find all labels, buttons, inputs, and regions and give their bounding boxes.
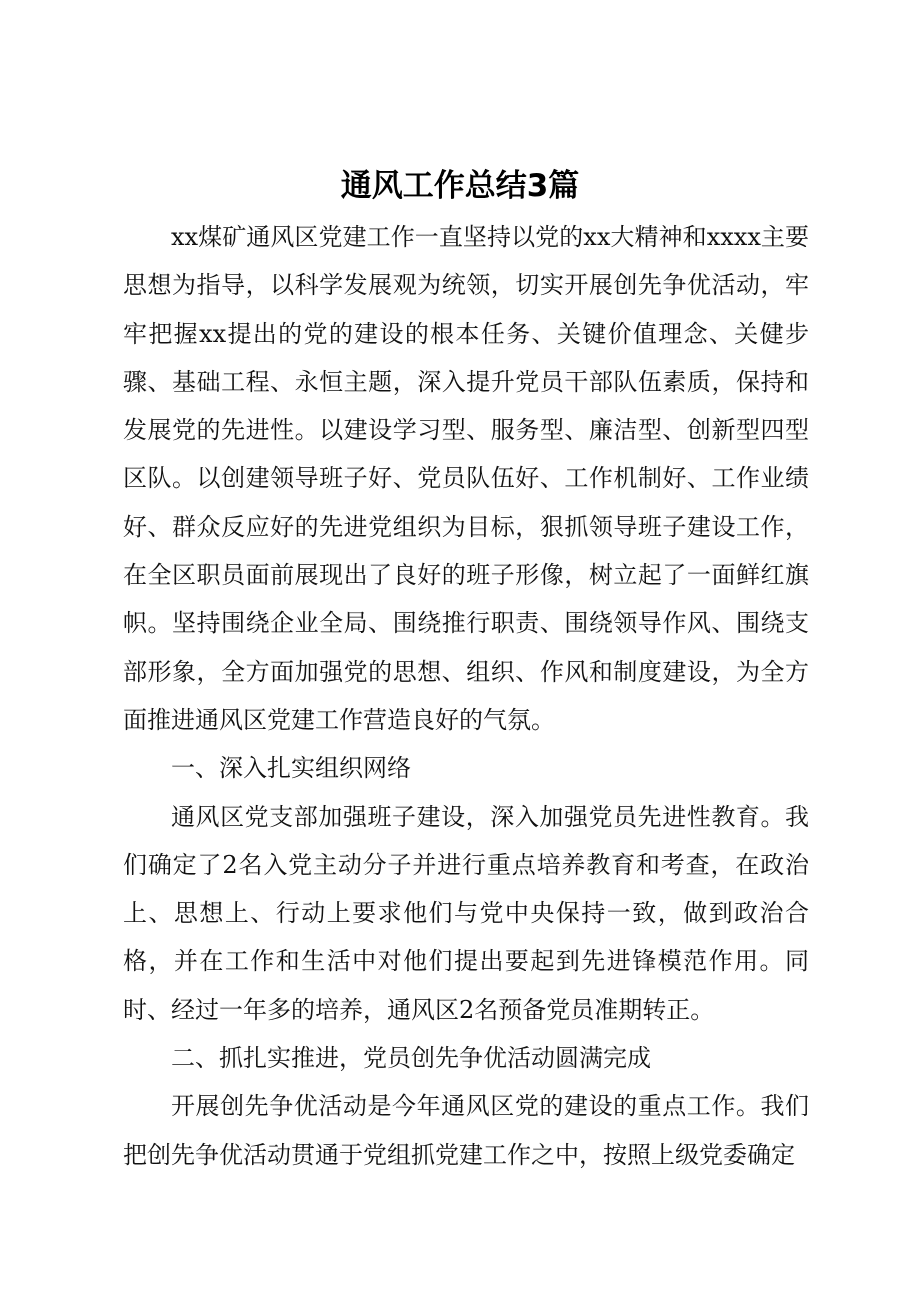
document-body bbox=[123, 213, 809, 1179]
paragraph-section-2: 开展创先争优活动是今年通风区党的建设的重点工作。我们把创先争优活动贯通于党组抓党建工作之中，按照上级党委确定 bbox=[123, 1092, 809, 1169]
paragraph-intro: xx煤矿通风区党建工作一直坚持以党的xx大精神和xxxx主要思想为指导，以科学发展观为统领，切实开展创先争优活动，牢牢把握xx提出的党的建设的根本任务、关键价值理念、关健步骤、基础工程、永恒主题，深入提升党员干部队伍素质，保持和发展党的先进性。以建设学习型、服务型、廉洁型、创新型四型区队。以创建领导班子好、党员队伍好、工作机制好、工作业绩好、群众反应好的先进党组织为目标，狠抓领导班子建设工作，在全区职员面前展现出了良好的班子形像，树立起了一面鲜红旗帜。坚持围绕企业全局、围绕推行职责、围绕领导作风、围绕支部形象，全方面加强党的思想、组织、作风和制度建设，为全方面推进通风区党建工作营造良好的气氛。 bbox=[123, 223, 809, 734]
section-heading-2: 二、抓扎实推进，党员创先争优活动圆满完成 bbox=[171, 1044, 651, 1073]
section-heading-1: 一、深入扎实组织网络 bbox=[171, 754, 411, 783]
document-title: 通风工作总结3篇 bbox=[340, 168, 580, 204]
paragraph-section-1: 通风区党支部加强班子建设，深入加强党员先进性教育。我们确定了2名入党主动分子并进行重点培养教育和考查，在政治上、思想上、行动上要求他们与党中央保持一致，做到政治合格，并在工作和生活中对他们提出要起到先进锋模范作用。同时、经过一年多的培养，通风区2名预备党员准期转正。 bbox=[123, 802, 809, 1024]
